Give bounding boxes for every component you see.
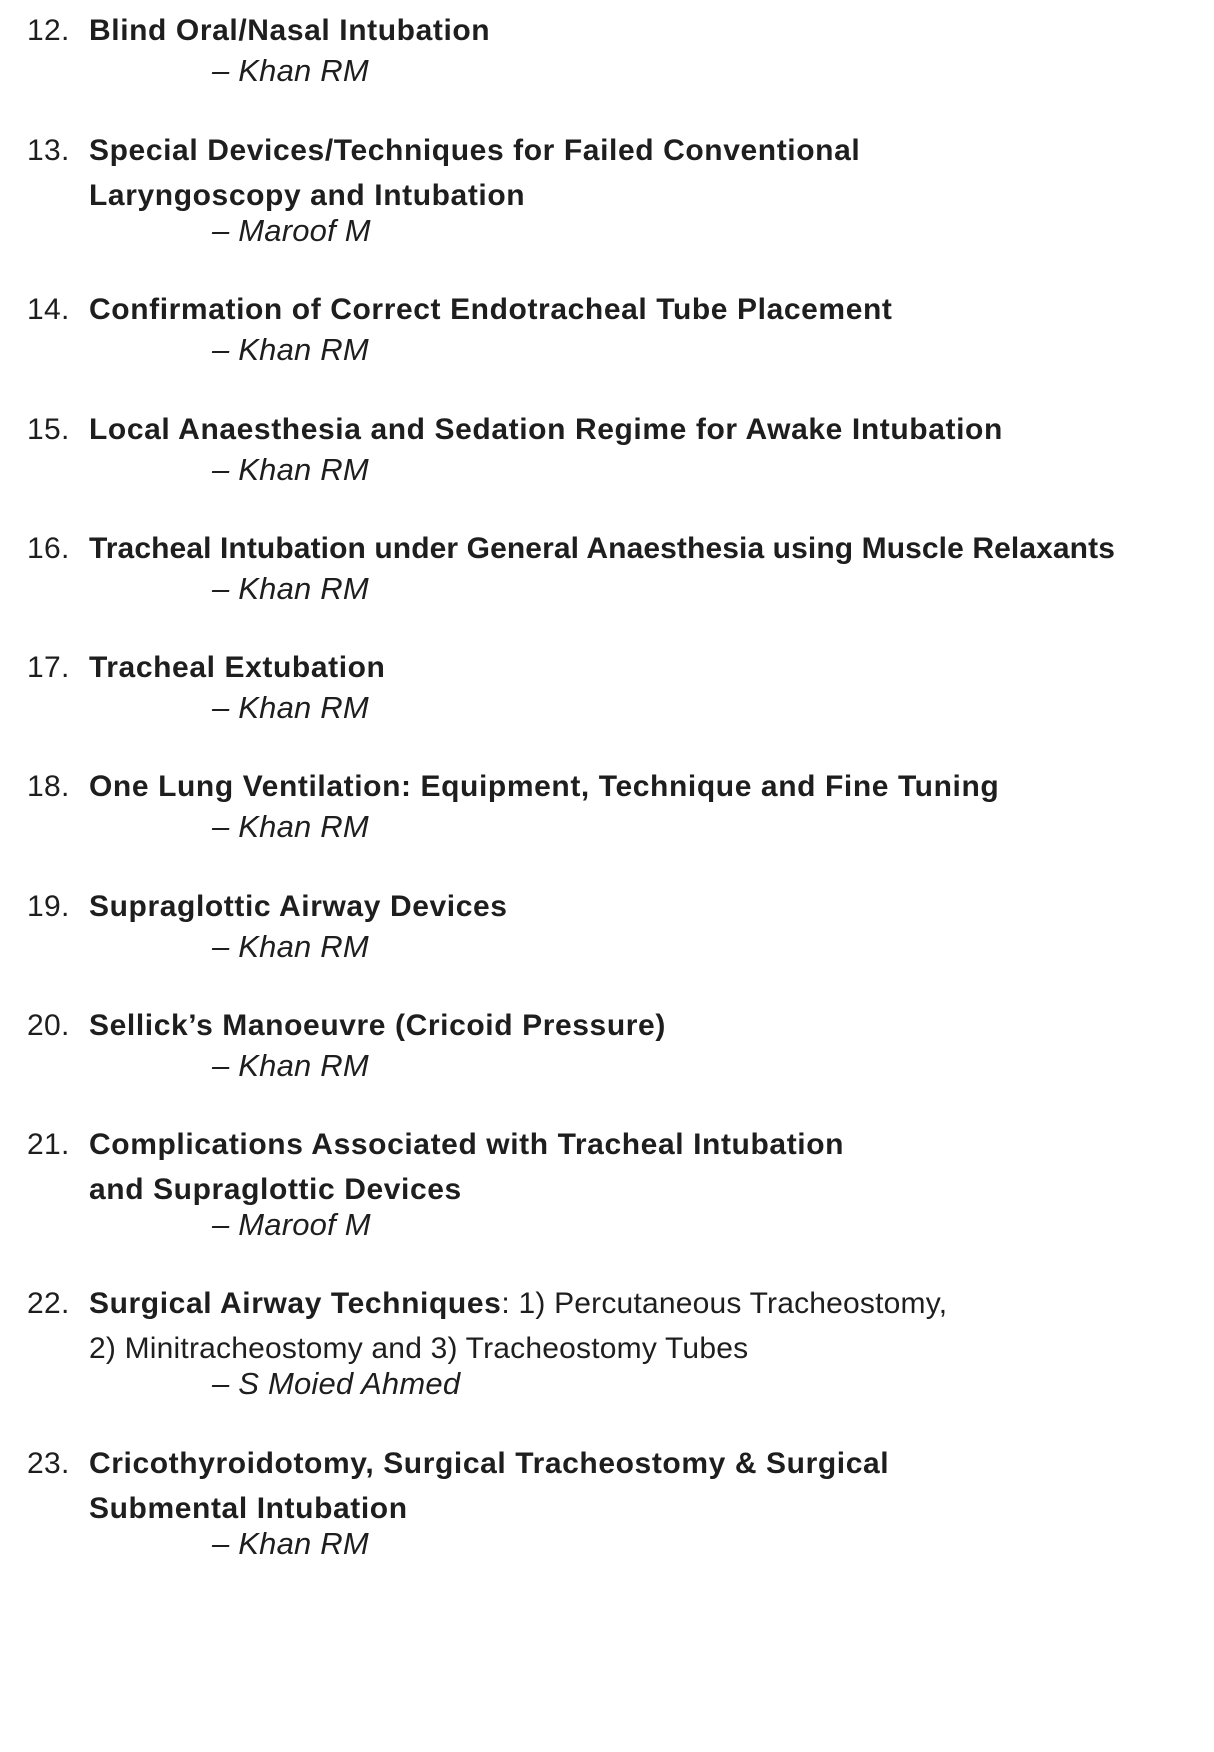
entry-title-line: Tracheal Extubation — [89, 651, 386, 684]
entry-author: – Khan RM — [212, 809, 369, 844]
entry-title-line: Confirmation of Correct Endotracheal Tube Placement — [89, 293, 893, 326]
entry-title — [89, 1122, 1189, 1212]
entry-author: – Maroof M — [212, 213, 371, 248]
entry-number: 22. — [27, 1287, 70, 1320]
entry-title-line: One Lung Ventilation: Equipment, Technique and Fine Tuning — [89, 770, 1000, 803]
entry-title-line: Blind Oral/Nasal Intubation — [89, 14, 491, 47]
entry-number: 20. — [27, 1009, 70, 1042]
entry-title-line: Laryngoscopy and Intubation — [89, 179, 526, 212]
entry-author: – Khan RM — [212, 690, 369, 725]
entry-title-line: Special Devices/Techniques for Failed Conventional — [89, 134, 861, 167]
entry-title-line: Complications Associated with Tracheal Intubation — [89, 1128, 845, 1161]
entry-title-line: 2) Minitracheostomy and 3) Tracheostomy Tubes — [89, 1332, 749, 1365]
entry-title-line: Tracheal Intubation under General Anaesthesia using Muscle Relaxants — [89, 532, 1115, 565]
entry-title-line: Supraglottic Airway Devices — [89, 890, 508, 923]
entry-author: – Maroof M — [212, 1207, 371, 1242]
entry-title — [89, 128, 1189, 218]
entry-author: – Khan RM — [212, 571, 369, 606]
entry-number: 12. — [27, 14, 70, 47]
entry-number: 17. — [27, 651, 70, 684]
entry-title — [89, 8, 1189, 53]
entry-number: 18. — [27, 770, 70, 803]
entry-author: – Khan RM — [212, 53, 369, 88]
entry-title-line: Sellick’s Manoeuvre (Cricoid Pressure) — [89, 1009, 666, 1042]
entry-number: 13. — [27, 134, 70, 167]
entry-title-line: Submental Intubation — [89, 1492, 408, 1525]
entry-number: 15. — [27, 413, 70, 446]
entry-number: 14. — [27, 293, 70, 326]
entry-author: – Khan RM — [212, 332, 369, 367]
entry-title — [89, 1441, 1189, 1531]
entry-author: – Khan RM — [212, 929, 369, 964]
entry-title-bold: Surgical Airway Techniques — [89, 1287, 502, 1320]
entry-number: 16. — [27, 532, 70, 565]
entry-title-line: Cricothyroidotomy, Surgical Tracheostomy & Surgical — [89, 1447, 890, 1480]
entry-number: 21. — [27, 1128, 70, 1161]
entry-title — [89, 407, 1189, 452]
entry-title-line: Local Anaesthesia and Sedation Regime for Awake Intubation — [89, 413, 1003, 446]
entry-title — [89, 287, 1189, 332]
entry-title — [89, 1281, 1189, 1371]
entry-title — [89, 645, 1189, 690]
entry-number: 23. — [27, 1447, 70, 1480]
entry-title — [89, 884, 1189, 929]
entry-title-rest: : 1) Percutaneous Tracheostomy, — [501, 1287, 948, 1320]
entry-title-line: and Supraglottic Devices — [89, 1173, 462, 1206]
entry-number: 19. — [27, 890, 70, 923]
entry-title — [89, 764, 1189, 809]
entry-author: – Khan RM — [212, 1048, 369, 1083]
entry-title — [89, 1003, 1189, 1048]
entry-author: – Khan RM — [212, 452, 369, 487]
entry-author: – Khan RM — [212, 1526, 369, 1561]
entry-title-line — [89, 1281, 1189, 1326]
entry-author: – S Moied Ahmed — [212, 1366, 461, 1401]
entry-title — [89, 526, 1189, 571]
